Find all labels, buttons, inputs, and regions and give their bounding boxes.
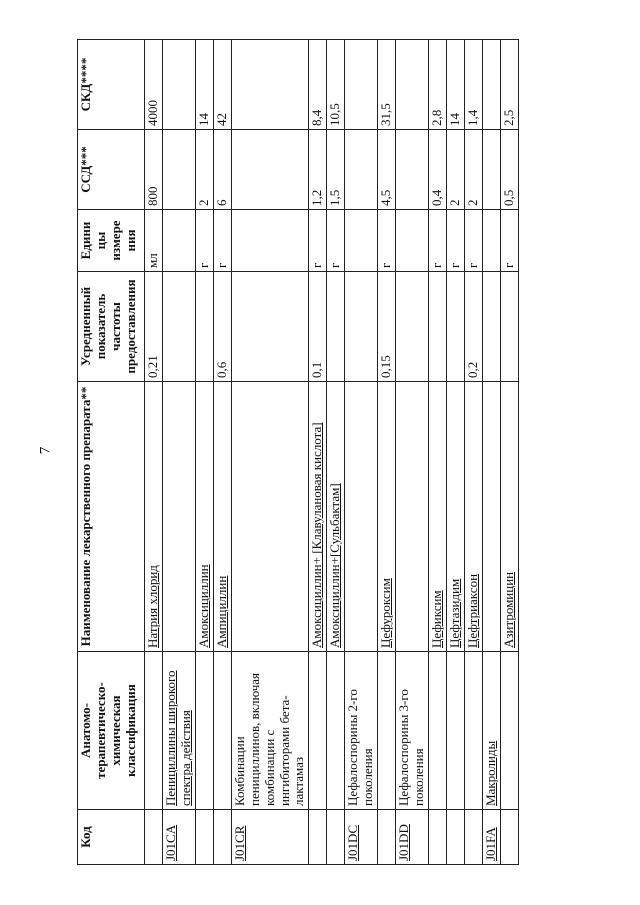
- cell-drug: [345, 382, 378, 652]
- cell-unit: г: [327, 210, 345, 272]
- cell-drug: Цефиксим: [428, 382, 446, 652]
- cell-code: [327, 810, 345, 865]
- cell-frequency: 0,2: [464, 272, 482, 382]
- cell-code: [446, 810, 464, 865]
- cell-atc: [428, 652, 446, 810]
- cell-atc: Пенициллины широкого спектра действия: [162, 652, 195, 810]
- cell-frequency: [327, 272, 345, 382]
- cell-frequency: [482, 272, 500, 382]
- drug-table: [77, 39, 519, 865]
- page-number: 7: [37, 446, 54, 455]
- cell-unit: [345, 210, 378, 272]
- cell-code: J01DC: [345, 810, 378, 865]
- cell-drug: [396, 382, 429, 652]
- cell-ssd: 2: [446, 130, 464, 210]
- cell-ssd: 2: [195, 130, 213, 210]
- cell-code: [464, 810, 482, 865]
- table-row: [327, 40, 345, 865]
- cell-unit: г: [378, 210, 396, 272]
- cell-frequency: [195, 272, 213, 382]
- cell-skd: [396, 40, 429, 130]
- cell-code: [500, 810, 518, 865]
- rotated-table-wrapper: [77, 40, 563, 865]
- cell-drug: Цефтазидим: [446, 382, 464, 652]
- cell-unit: г: [464, 210, 482, 272]
- cell-ssd: [482, 130, 500, 210]
- cell-atc: Цефалоспорины 3-го поколения: [396, 652, 429, 810]
- cell-atc: [145, 652, 163, 810]
- cell-unit: г: [500, 210, 518, 272]
- cell-unit: [482, 210, 500, 272]
- table-row: [396, 40, 429, 865]
- cell-code: [145, 810, 163, 865]
- table-row: [428, 40, 446, 865]
- cell-drug: [231, 382, 309, 652]
- table-row: [231, 40, 309, 865]
- cell-skd: 2,8: [428, 40, 446, 130]
- header-atc: Анатомо-терапевтическо-химическая классификация: [78, 652, 145, 810]
- cell-frequency: [162, 272, 195, 382]
- cell-drug: Цефуроксим: [378, 382, 396, 652]
- cell-unit: г: [213, 210, 231, 272]
- cell-drug: Азитромицин: [500, 382, 518, 652]
- cell-skd: 1,4: [464, 40, 482, 130]
- header-frequency: Усредненный показатель частоты предоставления: [78, 272, 145, 382]
- cell-code: J01DD: [396, 810, 429, 865]
- cell-ssd: 800: [145, 130, 163, 210]
- cell-atc: [446, 652, 464, 810]
- table-row: [482, 40, 500, 865]
- cell-code: J01CR: [231, 810, 309, 865]
- cell-atc: [327, 652, 345, 810]
- header-unit: Едини цы измере ния: [78, 210, 145, 272]
- cell-ssd: [162, 130, 195, 210]
- cell-skd: 2,5: [500, 40, 518, 130]
- header-ssd: ССД***: [78, 130, 145, 210]
- cell-skd: 14: [195, 40, 213, 130]
- cell-ssd: 1,5: [327, 130, 345, 210]
- cell-code: [428, 810, 446, 865]
- table-row: [195, 40, 213, 865]
- cell-frequency: [231, 272, 309, 382]
- cell-drug: Цефтриаксон: [464, 382, 482, 652]
- cell-atc: Макролиды: [482, 652, 500, 810]
- cell-unit: г: [428, 210, 446, 272]
- cell-frequency: [446, 272, 464, 382]
- table-row: [162, 40, 195, 865]
- cell-code: [213, 810, 231, 865]
- cell-code: J01FA: [482, 810, 500, 865]
- cell-atc: [378, 652, 396, 810]
- cell-unit: [231, 210, 309, 272]
- header-row: [78, 40, 145, 865]
- cell-drug: Ампициллин: [213, 382, 231, 652]
- cell-unit: г: [195, 210, 213, 272]
- cell-ssd: 0,5: [500, 130, 518, 210]
- table-row: [345, 40, 378, 865]
- table-row: [309, 40, 327, 865]
- cell-drug: Амоксициллин: [195, 382, 213, 652]
- cell-atc: Цефалоспорины 2-го поколения: [345, 652, 378, 810]
- cell-ssd: 1,2: [309, 130, 327, 210]
- cell-skd: [231, 40, 309, 130]
- cell-code: [195, 810, 213, 865]
- cell-code: [309, 810, 327, 865]
- cell-skd: 31,5: [378, 40, 396, 130]
- table-row: [213, 40, 231, 865]
- cell-atc: [195, 652, 213, 810]
- header-code: Код: [78, 810, 145, 865]
- cell-skd: 4000: [145, 40, 163, 130]
- cell-code: [378, 810, 396, 865]
- cell-atc: [500, 652, 518, 810]
- cell-drug: [162, 382, 195, 652]
- cell-drug: Амоксициллин+[Сульбактам]: [327, 382, 345, 652]
- cell-skd: 42: [213, 40, 231, 130]
- cell-drug: Амоксициллин+ [Клавулановая кислота]: [309, 382, 327, 652]
- cell-skd: 10,5: [327, 40, 345, 130]
- cell-unit: [396, 210, 429, 272]
- cell-unit: г: [309, 210, 327, 272]
- cell-ssd: 2: [464, 130, 482, 210]
- header-skd: СКД****: [78, 40, 145, 130]
- cell-ssd: 6: [213, 130, 231, 210]
- cell-ssd: [345, 130, 378, 210]
- cell-ssd: [396, 130, 429, 210]
- cell-frequency: [345, 272, 378, 382]
- cell-frequency: [428, 272, 446, 382]
- cell-drug: Натрия хлорид: [145, 382, 163, 652]
- cell-frequency: [396, 272, 429, 382]
- header-drug: Наименование лекарственного препарата**: [78, 382, 145, 652]
- table-row: [145, 40, 163, 865]
- cell-code: J01CA: [162, 810, 195, 865]
- table-row: [500, 40, 518, 865]
- cell-unit: мл: [145, 210, 163, 272]
- cell-skd: 14: [446, 40, 464, 130]
- cell-frequency: 0,6: [213, 272, 231, 382]
- cell-ssd: [231, 130, 309, 210]
- cell-skd: [345, 40, 378, 130]
- cell-frequency: 0,15: [378, 272, 396, 382]
- cell-unit: [162, 210, 195, 272]
- cell-skd: [482, 40, 500, 130]
- cell-frequency: [500, 272, 518, 382]
- cell-skd: [162, 40, 195, 130]
- cell-drug: [482, 382, 500, 652]
- cell-ssd: 0,4: [428, 130, 446, 210]
- cell-unit: г: [446, 210, 464, 272]
- table-row: [378, 40, 396, 865]
- cell-frequency: 0,1: [309, 272, 327, 382]
- cell-frequency: 0,21: [145, 272, 163, 382]
- cell-atc: [213, 652, 231, 810]
- cell-atc: [464, 652, 482, 810]
- table-row: [464, 40, 482, 865]
- cell-ssd: 4,5: [378, 130, 396, 210]
- cell-atc: Комбинации пенициллинов, включая комбинации с ингибиторами бета-лактамаз: [231, 652, 309, 810]
- cell-atc: [309, 652, 327, 810]
- table-row: [446, 40, 464, 865]
- cell-skd: 8,4: [309, 40, 327, 130]
